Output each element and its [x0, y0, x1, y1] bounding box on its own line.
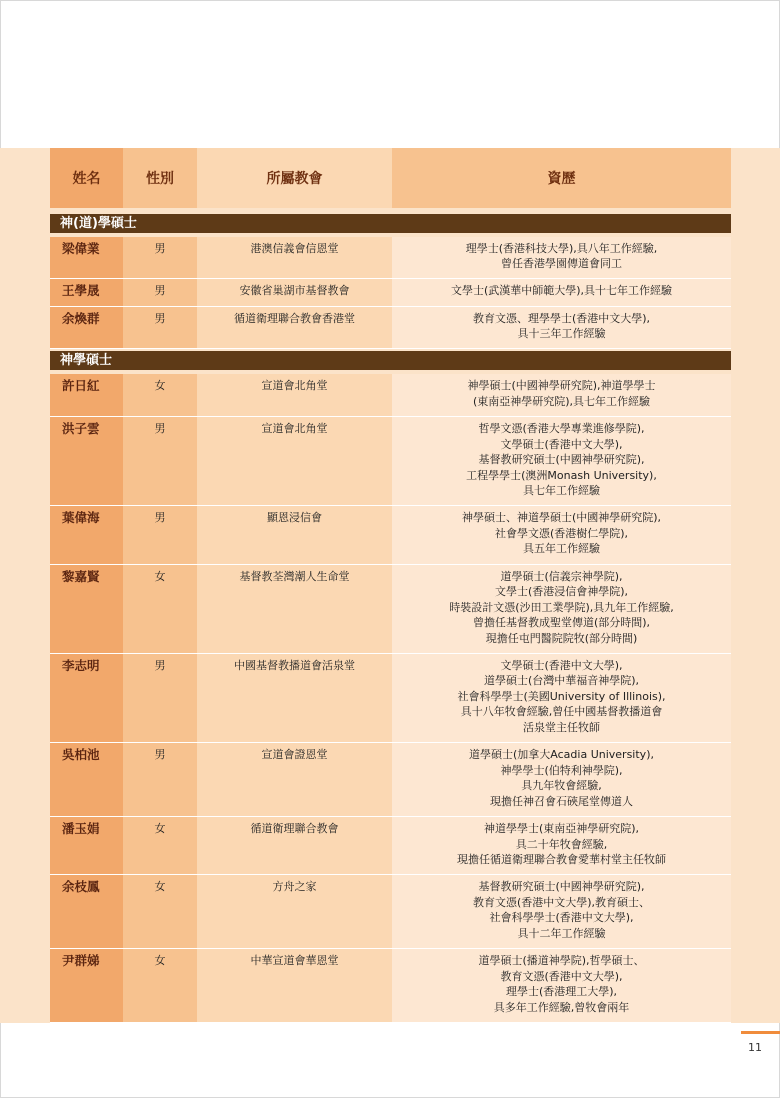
- person-name: 王學晟: [50, 279, 123, 306]
- qualification-line: 文學碩士(香港中文大學),: [500, 437, 623, 451]
- qualification-line: 文學碩士(香港中文大學),: [500, 658, 623, 672]
- person-qualification: [392, 506, 731, 564]
- person-gender: 女: [123, 875, 197, 949]
- person-name: 黎嘉賢: [50, 565, 123, 654]
- person-gender: 女: [123, 374, 197, 417]
- person-qualification: [392, 565, 731, 654]
- qualification-line: 具二十年牧會經驗,: [515, 837, 608, 851]
- qualification-line: 神學碩士、神道學碩士(中國神學研究院),: [461, 511, 662, 525]
- person-gender: 男: [123, 743, 197, 817]
- person-name: 洪子雲: [50, 417, 123, 506]
- qualification-line: 道學碩士(信義宗神學院),: [500, 569, 623, 583]
- qualification-line: 活泉堂主任牧師: [523, 720, 600, 734]
- person-church: 宣道會證恩堂: [197, 743, 392, 817]
- qualification-line: 具九年牧會經驗,: [521, 779, 602, 793]
- qualification-line: (東南亞神學研究院),具七年工作經驗: [472, 394, 651, 408]
- person-church: 基督教荃灣潮人生命堂: [197, 565, 392, 654]
- qualification-line: 文學士(武漢華中師範大學),具十七年工作經驗: [450, 284, 673, 298]
- person-church: 循道衛理聯合教會: [197, 817, 392, 875]
- person-name: 李志明: [50, 654, 123, 743]
- qualification-line: 道學碩士(播道神學院),哲學碩士、: [478, 954, 645, 968]
- person-name: 潘玉娟: [50, 817, 123, 875]
- header-name: 姓名: [50, 148, 123, 208]
- qualification-line: 現擔任屯門醫院院牧(部分時間): [485, 631, 638, 645]
- person-church: 循道衛理聯合教會香港堂: [197, 307, 392, 350]
- qualification-line: 文學士(香港浸信會神學院),: [494, 585, 629, 599]
- qualification-line: 工程學學士(澳洲Monash University),: [466, 468, 657, 482]
- person-name: 梁偉業: [50, 237, 123, 280]
- qualification-line: 曾擔任基督教成聖堂傳道(部分時間),: [472, 616, 651, 630]
- person-church: 中國基督教播道會活泉堂: [197, 654, 392, 743]
- qualification-line: 社會學文憑(香港樹仁學院),: [494, 526, 629, 540]
- person-qualification: [392, 654, 731, 743]
- header-qualification: 資歷: [392, 148, 731, 208]
- qualification-line: 具多年工作經驗,曾牧會兩年: [493, 1000, 630, 1014]
- qualification-line: 具五年工作經驗: [523, 542, 600, 556]
- person-church: 港澳信義會信恩堂: [197, 237, 392, 280]
- qualification-line: 神學學士(伯特利神學院),: [500, 763, 623, 777]
- qualification-line: 曾任香港學園傳道會同工: [501, 257, 622, 271]
- graduates-table: [50, 148, 731, 1023]
- qualification-line: 具十八年牧會經驗,曾任中國基督教播道會: [460, 705, 663, 719]
- qualification-line: 具十二年工作經驗: [517, 926, 606, 940]
- person-qualification: [392, 237, 731, 280]
- person-church: 顯恩浸信會: [197, 506, 392, 564]
- person-gender: 女: [123, 565, 197, 654]
- qualification-line: 哲學文憑(香港大學專業進修學院),: [478, 422, 645, 436]
- qualification-line: 時裝設計文憑(沙田工業學院),具九年工作經驗,: [449, 600, 674, 614]
- page-number: 11: [748, 1041, 762, 1054]
- person-qualification: [392, 949, 731, 1023]
- person-name: 葉偉海: [50, 506, 123, 564]
- qualification-line: 現擔任循道衛理聯合教會愛華村堂主任牧師: [457, 853, 666, 867]
- qualification-line: 具十三年工作經驗: [517, 327, 606, 341]
- person-church: 宣道會北角堂: [197, 374, 392, 417]
- person-gender: 男: [123, 654, 197, 743]
- person-church: 安徽省巢湖市基督教會: [197, 279, 392, 306]
- person-gender: 女: [123, 817, 197, 875]
- person-qualification: [392, 417, 731, 506]
- qualification-line: 道學碩士(台灣中華福音神學院),: [483, 674, 640, 688]
- section-title: 神(道)學碩士: [50, 214, 731, 233]
- person-qualification: [392, 279, 731, 306]
- person-name: 余煥群: [50, 307, 123, 350]
- qualification-line: 神道學學士(東南亞神學研究院),: [483, 822, 640, 836]
- header-gender: 性別: [123, 148, 197, 208]
- page-number-bar: [741, 1031, 780, 1034]
- qualification-line: 基督教研究碩士(中國神學研究院),: [478, 453, 645, 467]
- qualification-line: 道學碩士(加拿大Acadia University),: [469, 748, 654, 762]
- person-church: 中華宣道會華恩堂: [197, 949, 392, 1023]
- person-gender: 女: [123, 949, 197, 1023]
- person-gender: 男: [123, 279, 197, 306]
- person-church: 宣道會北角堂: [197, 417, 392, 506]
- person-gender: 男: [123, 417, 197, 506]
- person-name: 吳柏池: [50, 743, 123, 817]
- person-name: 尹群娣: [50, 949, 123, 1023]
- person-name: 余枝鳳: [50, 875, 123, 949]
- qualification-line: 教育文憑(香港中文大學),: [500, 969, 623, 983]
- qualification-line: 基督教研究碩士(中國神學研究院),: [478, 880, 645, 894]
- qualification-line: 神學碩士(中國神學研究院),神道學學士: [467, 379, 656, 393]
- person-gender: 男: [123, 307, 197, 350]
- qualification-line: 現擔任神召會石硤尾堂傳道人: [490, 794, 633, 808]
- qualification-line: 社會科學學士(美國University of Illinois),: [457, 689, 666, 703]
- person-name: 許日紅: [50, 374, 123, 417]
- person-qualification: [392, 817, 731, 875]
- person-qualification: [392, 307, 731, 350]
- section-title: 神學碩士: [50, 351, 731, 370]
- qualification-line: 理學士(香港科技大學),具八年工作經驗,: [465, 241, 658, 255]
- person-gender: 男: [123, 506, 197, 564]
- header-church: 所屬教會: [197, 148, 392, 208]
- person-qualification: [392, 374, 731, 417]
- qualification-line: 具七年工作經驗: [523, 484, 600, 498]
- person-qualification: [392, 875, 731, 949]
- qualification-line: 教育文憑(香港中文大學),教育碩士、: [472, 895, 651, 909]
- qualification-line: 理學士(香港理工大學),: [505, 985, 618, 999]
- person-church: 方舟之家: [197, 875, 392, 949]
- person-gender: 男: [123, 237, 197, 280]
- qualification-line: 社會科學學士(香港中文大學),: [489, 911, 634, 925]
- person-qualification: [392, 743, 731, 817]
- qualification-line: 教育文憑、理學學士(香港中文大學),: [472, 311, 651, 325]
